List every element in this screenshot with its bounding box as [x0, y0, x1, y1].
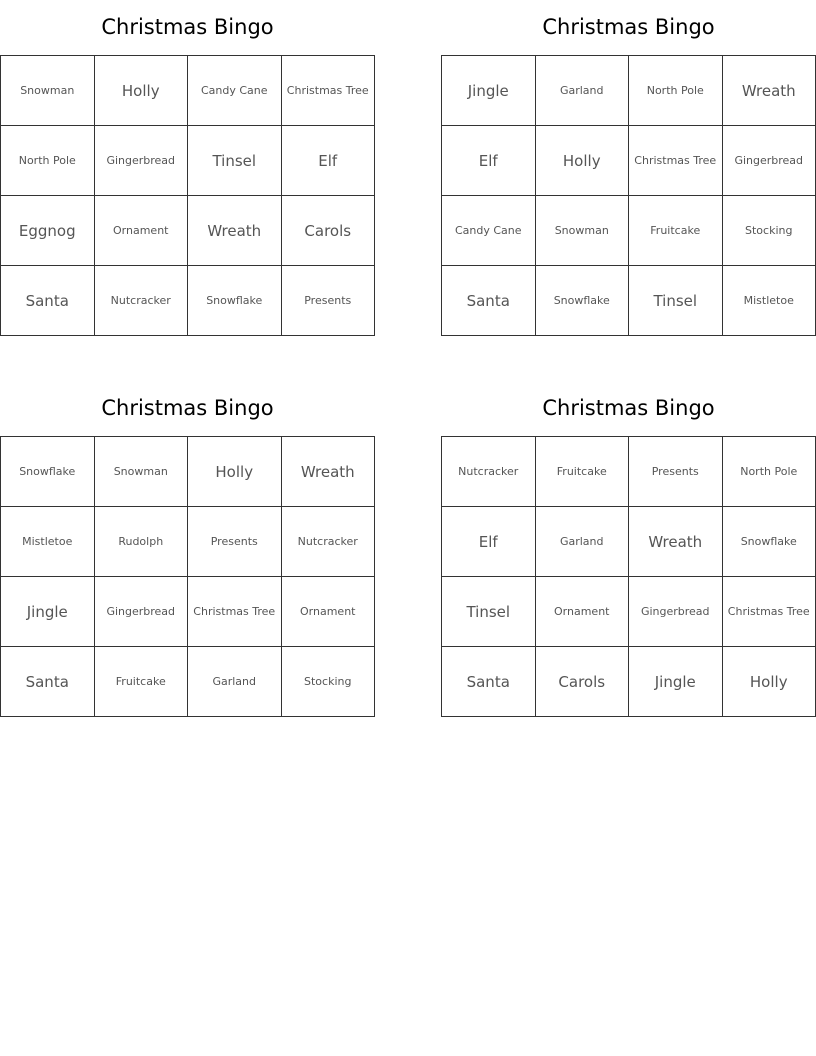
bingo-cell: Wreath	[629, 507, 723, 577]
card-title: Christmas Bingo	[101, 15, 274, 39]
card-title: Christmas Bingo	[542, 396, 715, 420]
bingo-cell: Holly	[188, 437, 282, 507]
bingo-cell: Jingle	[442, 56, 536, 126]
bingo-cell: Presents	[629, 437, 723, 507]
bingo-cell: North Pole	[723, 437, 816, 507]
bingo-cell: Wreath	[282, 437, 376, 507]
bingo-cell: Snowflake	[536, 266, 630, 336]
bingo-grid	[441, 436, 816, 717]
bingo-cell: Gingerbread	[723, 126, 816, 196]
bingo-cell: Snowman	[536, 196, 630, 266]
bingo-cell: Christmas Tree	[723, 577, 816, 647]
bingo-cell: Presents	[188, 507, 282, 577]
bingo-cell: Ornament	[536, 577, 630, 647]
bingo-cell: Elf	[282, 126, 376, 196]
bingo-cell: Santa	[442, 647, 536, 717]
bingo-cell: Fruitcake	[629, 196, 723, 266]
bingo-cell: Ornament	[282, 577, 376, 647]
bingo-cell: Rudolph	[95, 507, 189, 577]
bingo-cell: Stocking	[282, 647, 376, 717]
bingo-cell: Snowflake	[723, 507, 816, 577]
bingo-grid	[0, 436, 375, 717]
bingo-cell: Ornament	[95, 196, 189, 266]
bingo-card-2	[441, 0, 816, 336]
bingo-cell: Santa	[1, 266, 95, 336]
bingo-cell: Christmas Tree	[629, 126, 723, 196]
bingo-cell: North Pole	[1, 126, 95, 196]
bingo-cell: Carols	[536, 647, 630, 717]
bingo-cell: Stocking	[723, 196, 816, 266]
bingo-cell: Holly	[95, 56, 189, 126]
bingo-cell: Gingerbread	[629, 577, 723, 647]
bingo-cell: Christmas Tree	[188, 577, 282, 647]
bingo-cell: Tinsel	[442, 577, 536, 647]
bingo-cell: Tinsel	[629, 266, 723, 336]
bingo-cell: Wreath	[188, 196, 282, 266]
bingo-cell: Garland	[188, 647, 282, 717]
bingo-cell: Candy Cane	[188, 56, 282, 126]
bingo-cell: Tinsel	[188, 126, 282, 196]
bingo-card-1	[0, 0, 375, 336]
bingo-cell: Christmas Tree	[282, 56, 376, 126]
bingo-cell: Garland	[536, 56, 630, 126]
bingo-cell: Santa	[442, 266, 536, 336]
bingo-card-3	[0, 381, 375, 717]
bingo-card-4	[441, 381, 816, 717]
bingo-grid	[441, 55, 816, 336]
bingo-cell: Snowman	[95, 437, 189, 507]
bingo-cell: Snowflake	[188, 266, 282, 336]
bingo-cell: Nutcracker	[442, 437, 536, 507]
bingo-cell: Snowflake	[1, 437, 95, 507]
bingo-cell: Gingerbread	[95, 577, 189, 647]
card-title: Christmas Bingo	[101, 396, 274, 420]
bingo-cell: Mistletoe	[723, 266, 816, 336]
bingo-cell: Snowman	[1, 56, 95, 126]
bingo-cell: Fruitcake	[95, 647, 189, 717]
bingo-cell: Mistletoe	[1, 507, 95, 577]
bingo-cell: Eggnog	[1, 196, 95, 266]
bingo-grid	[0, 55, 375, 336]
bingo-cell: Holly	[723, 647, 816, 717]
bingo-cell: Santa	[1, 647, 95, 717]
bingo-cell: Fruitcake	[536, 437, 630, 507]
bingo-cell: Gingerbread	[95, 126, 189, 196]
bingo-cell: Carols	[282, 196, 376, 266]
bingo-cell: Elf	[442, 126, 536, 196]
bingo-cell: Nutcracker	[282, 507, 376, 577]
bingo-cell: Candy Cane	[442, 196, 536, 266]
card-title: Christmas Bingo	[542, 15, 715, 39]
bingo-cell: Nutcracker	[95, 266, 189, 336]
bingo-cell: Holly	[536, 126, 630, 196]
bingo-cell: Elf	[442, 507, 536, 577]
bingo-cell: Jingle	[1, 577, 95, 647]
bingo-cell: Jingle	[629, 647, 723, 717]
bingo-cell: Wreath	[723, 56, 816, 126]
bingo-cell: Presents	[282, 266, 376, 336]
bingo-cell: North Pole	[629, 56, 723, 126]
bingo-cell: Garland	[536, 507, 630, 577]
